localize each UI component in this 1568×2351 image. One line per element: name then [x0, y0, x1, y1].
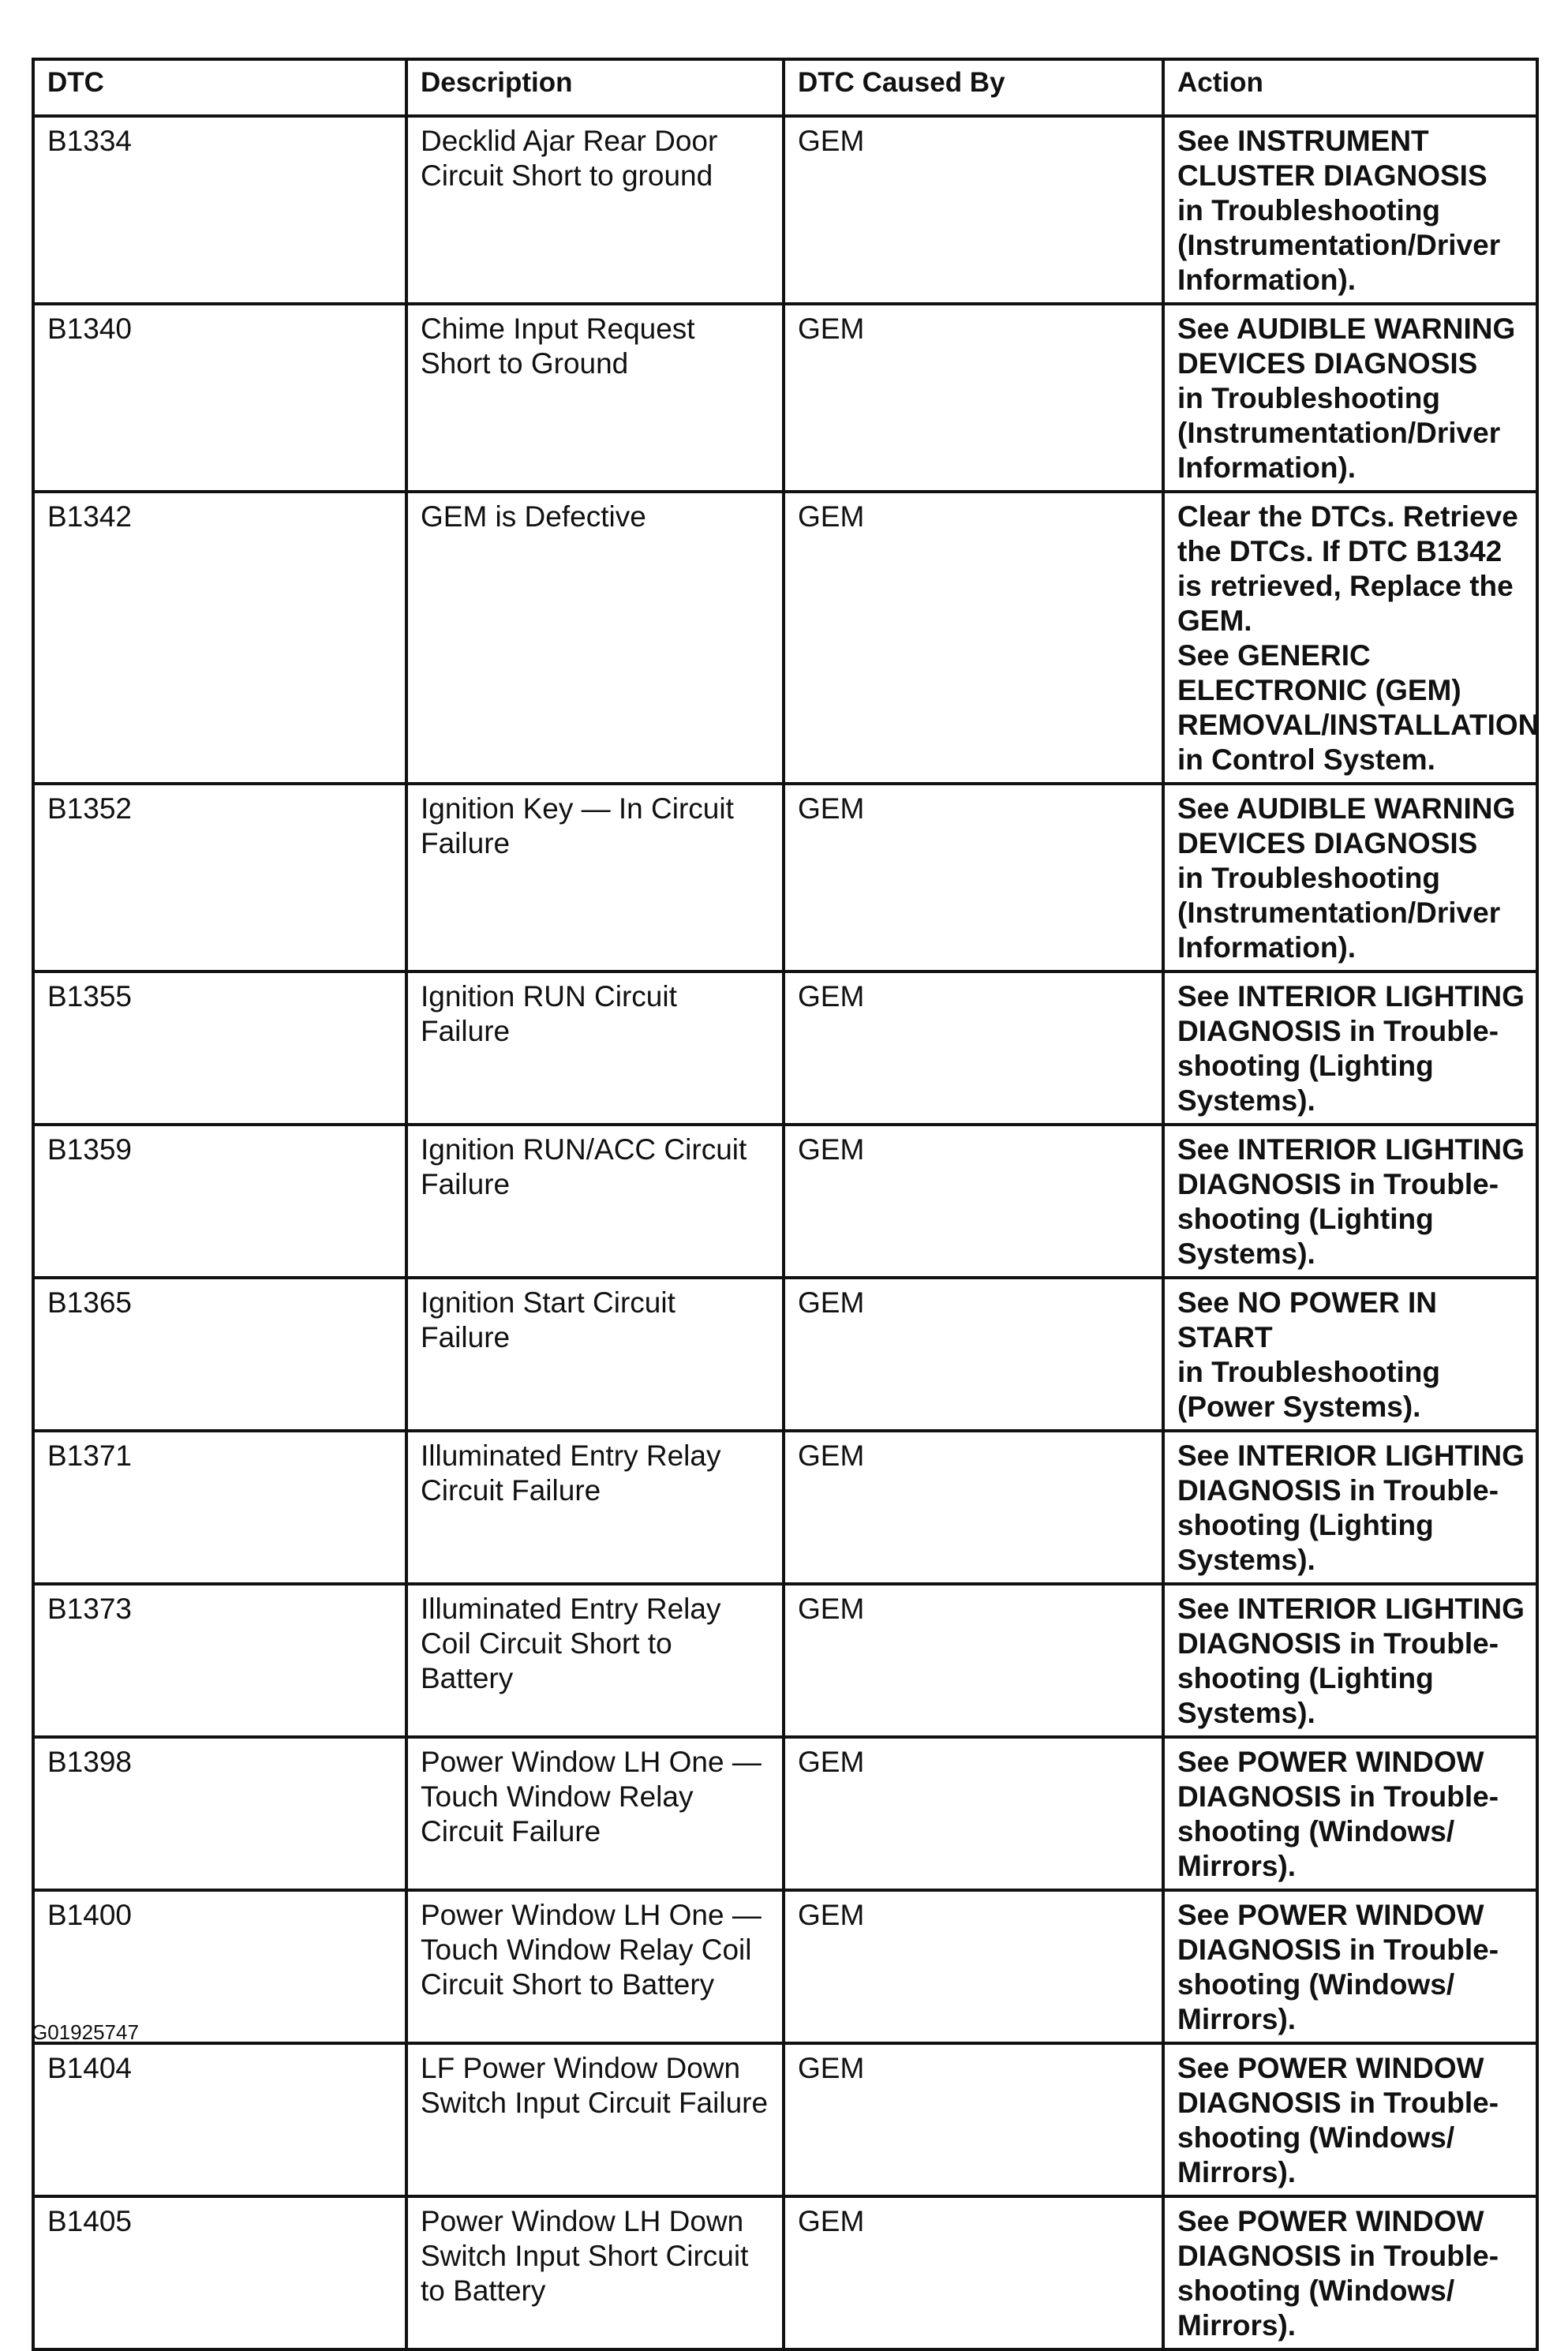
action-line: Mirrors). — [1177, 1850, 1297, 1882]
action-line: in Troubleshooting — [1177, 382, 1440, 414]
table-row — [33, 1737, 1537, 1890]
action-line: See INSTRUMENT — [1177, 125, 1429, 157]
action-cell — [1163, 2196, 1537, 2349]
action-line: CLUSTER DIAGNOSIS — [1177, 159, 1488, 192]
action-line: DIAGNOSIS in Trouble- — [1177, 2087, 1499, 2119]
action-cell — [1163, 1584, 1537, 1737]
description-cell: GEM is Defective — [406, 492, 784, 784]
action-cell — [1163, 1278, 1537, 1431]
action-line: See INTERIOR LIGHTING — [1177, 1593, 1525, 1625]
table-row — [33, 304, 1537, 492]
action-line: shooting (Lighting — [1177, 1050, 1434, 1082]
action-line: REMOVAL/INSTALLATION — [1177, 709, 1540, 741]
dtc-cell: B1405 — [33, 2196, 406, 2349]
table-row — [33, 1125, 1537, 1278]
action-line: DIAGNOSIS in Trouble- — [1177, 1780, 1499, 1813]
action-line: (Instrumentation/Driver — [1177, 229, 1501, 261]
action-line: shooting (Lighting — [1177, 1509, 1434, 1541]
action-line: Systems). — [1177, 1544, 1315, 1576]
description-cell: Ignition Key — In Circuit Failure — [406, 784, 784, 971]
action-line: Mirrors). — [1177, 2003, 1297, 2035]
action-line: DIAGNOSIS in Trouble- — [1177, 1934, 1499, 1966]
action-line: in Troubleshooting — [1177, 194, 1440, 226]
dtc-cell: B1365 — [33, 1278, 406, 1431]
action-line: in Troubleshooting — [1177, 1356, 1440, 1388]
action-line: ELECTRONIC (GEM) — [1177, 674, 1461, 706]
action-line: See POWER WINDOW — [1177, 1899, 1484, 1931]
caused-by-cell: GEM — [784, 492, 1163, 784]
action-cell — [1163, 971, 1537, 1125]
action-line: See INTERIOR LIGHTING — [1177, 980, 1525, 1013]
action-line: (Instrumentation/Driver — [1177, 897, 1501, 929]
action-line: See POWER WINDOW — [1177, 2052, 1484, 2084]
action-line: DEVICES DIAGNOSIS — [1177, 827, 1478, 859]
action-line: See POWER WINDOW — [1177, 1746, 1484, 1778]
caused-by-cell: GEM — [784, 784, 1163, 971]
dtc-cell: B1342 — [33, 492, 406, 784]
table-row — [33, 971, 1537, 1125]
table-row — [33, 116, 1537, 304]
description-cell: Power Window LH One — Touch Window Relay Circuit Failure — [406, 1737, 784, 1890]
dtc-cell: B1400 — [33, 1890, 406, 2043]
action-line: See NO POWER IN START — [1177, 1286, 1437, 1353]
action-line: DIAGNOSIS in Trouble- — [1177, 1015, 1499, 1047]
caused-by-cell: GEM — [784, 1737, 1163, 1890]
action-line: DIAGNOSIS in Trouble- — [1177, 1474, 1499, 1507]
action-line: Clear the DTCs. Retrieve — [1177, 500, 1518, 533]
action-line: (Power Systems). — [1177, 1391, 1421, 1423]
action-line: shooting (Windows/ — [1177, 2121, 1455, 2154]
caused-by-cell: GEM — [784, 1890, 1163, 2043]
action-line: Systems). — [1177, 1084, 1315, 1117]
table-row — [33, 1584, 1537, 1737]
figure-id: G01925747 — [32, 2020, 139, 2044]
action-line: See INTERIOR LIGHTING — [1177, 1133, 1525, 1166]
action-cell — [1163, 116, 1537, 304]
action-line: shooting (Lighting — [1177, 1203, 1434, 1235]
caused-by-cell: GEM — [784, 2043, 1163, 2196]
caused-by-cell: GEM — [784, 1431, 1163, 1584]
caused-by-cell: GEM — [784, 971, 1163, 1125]
description-cell: Power Window LH Down Switch Input Short Circuit to Battery — [406, 2196, 784, 2349]
action-line: in Control System. — [1177, 743, 1435, 776]
action-line: DIAGNOSIS in Trouble- — [1177, 1627, 1499, 1660]
action-cell — [1163, 304, 1537, 492]
action-line: See AUDIBLE WARNING — [1177, 792, 1516, 825]
action-line: Information). — [1177, 931, 1357, 964]
action-line: See POWER WINDOW — [1177, 2205, 1484, 2237]
dtc-table — [32, 58, 1539, 2351]
action-line: shooting (Windows/ — [1177, 1968, 1455, 2001]
description-cell: Power Window LH One — Touch Window Relay Coil Circuit Short to Battery — [406, 1890, 784, 2043]
action-line: shooting (Windows/ — [1177, 2274, 1455, 2307]
action-line: is retrieved, Replace the — [1177, 570, 1514, 602]
action-line: See INTERIOR LIGHTING — [1177, 1439, 1525, 1472]
table-row — [33, 1890, 1537, 2043]
action-line: GEM. — [1177, 605, 1252, 637]
caused-by-cell: GEM — [784, 116, 1163, 304]
description-cell: LF Power Window Down Switch Input Circuit Failure — [406, 2043, 784, 2196]
action-cell — [1163, 784, 1537, 971]
table-body — [33, 116, 1540, 2349]
header-caused-by: DTC Caused By — [784, 59, 1163, 116]
description-cell: Chime Input Request Short to Ground — [406, 304, 784, 492]
action-line: (Instrumentation/Driver — [1177, 417, 1501, 449]
action-line: the DTCs. If DTC B1342 — [1177, 535, 1503, 567]
header-description: Description — [406, 59, 784, 116]
dtc-cell: B1359 — [33, 1125, 406, 1278]
action-line: Systems). — [1177, 1697, 1315, 1729]
table-row — [33, 492, 1537, 784]
action-line: Mirrors). — [1177, 2156, 1297, 2188]
action-cell — [1163, 1890, 1537, 2043]
dtc-cell: B1334 — [33, 116, 406, 304]
description-cell: Ignition RUN/ACC Circuit Failure — [406, 1125, 784, 1278]
table-header-row — [33, 59, 1537, 116]
header-dtc: DTC — [33, 59, 406, 116]
table-row — [33, 1431, 1537, 1584]
action-cell — [1163, 492, 1540, 784]
action-line: Mirrors). — [1177, 2309, 1297, 2342]
action-line: in Troubleshooting — [1177, 862, 1440, 894]
table-row — [33, 2043, 1537, 2196]
description-cell: Ignition Start Circuit Failure — [406, 1278, 784, 1431]
description-cell: Illuminated Entry Relay Circuit Failure — [406, 1431, 784, 1584]
action-line: See GENERIC — [1177, 639, 1371, 672]
dtc-cell: B1352 — [33, 784, 406, 971]
action-cell — [1163, 1737, 1537, 1890]
dtc-cell: B1340 — [33, 304, 406, 492]
caused-by-cell: GEM — [784, 1125, 1163, 1278]
caused-by-cell: GEM — [784, 1278, 1163, 1431]
action-line: Information). — [1177, 451, 1357, 484]
dtc-cell: B1371 — [33, 1431, 406, 1584]
caused-by-cell: GEM — [784, 304, 1163, 492]
action-cell — [1163, 2043, 1537, 2196]
action-line: See AUDIBLE WARNING — [1177, 313, 1516, 345]
action-cell — [1163, 1125, 1537, 1278]
dtc-cell: B1398 — [33, 1737, 406, 1890]
action-line: Information). — [1177, 264, 1357, 296]
action-line: shooting (Lighting — [1177, 1662, 1434, 1694]
caused-by-cell: GEM — [784, 1584, 1163, 1737]
dtc-cell: B1404 — [33, 2043, 406, 2196]
action-line: DIAGNOSIS in Trouble- — [1177, 1168, 1499, 1200]
action-line: DEVICES DIAGNOSIS — [1177, 347, 1478, 380]
header-action: Action — [1163, 59, 1537, 116]
description-cell: Ignition RUN Circuit Failure — [406, 971, 784, 1125]
action-line: Systems). — [1177, 1237, 1315, 1270]
table-row — [33, 1278, 1537, 1431]
table-row — [33, 784, 1537, 971]
description-cell: Illuminated Entry Relay Coil Circuit Short to Battery — [406, 1584, 784, 1737]
caused-by-cell: GEM — [784, 2196, 1163, 2349]
dtc-cell: B1355 — [33, 971, 406, 1125]
action-line: DIAGNOSIS in Trouble- — [1177, 2240, 1499, 2272]
action-cell — [1163, 1431, 1537, 1584]
description-cell: Decklid Ajar Rear Door Circuit Short to ground — [406, 116, 784, 304]
dtc-cell: B1373 — [33, 1584, 406, 1737]
action-line: shooting (Windows/ — [1177, 1815, 1455, 1847]
table-row — [33, 2196, 1537, 2349]
